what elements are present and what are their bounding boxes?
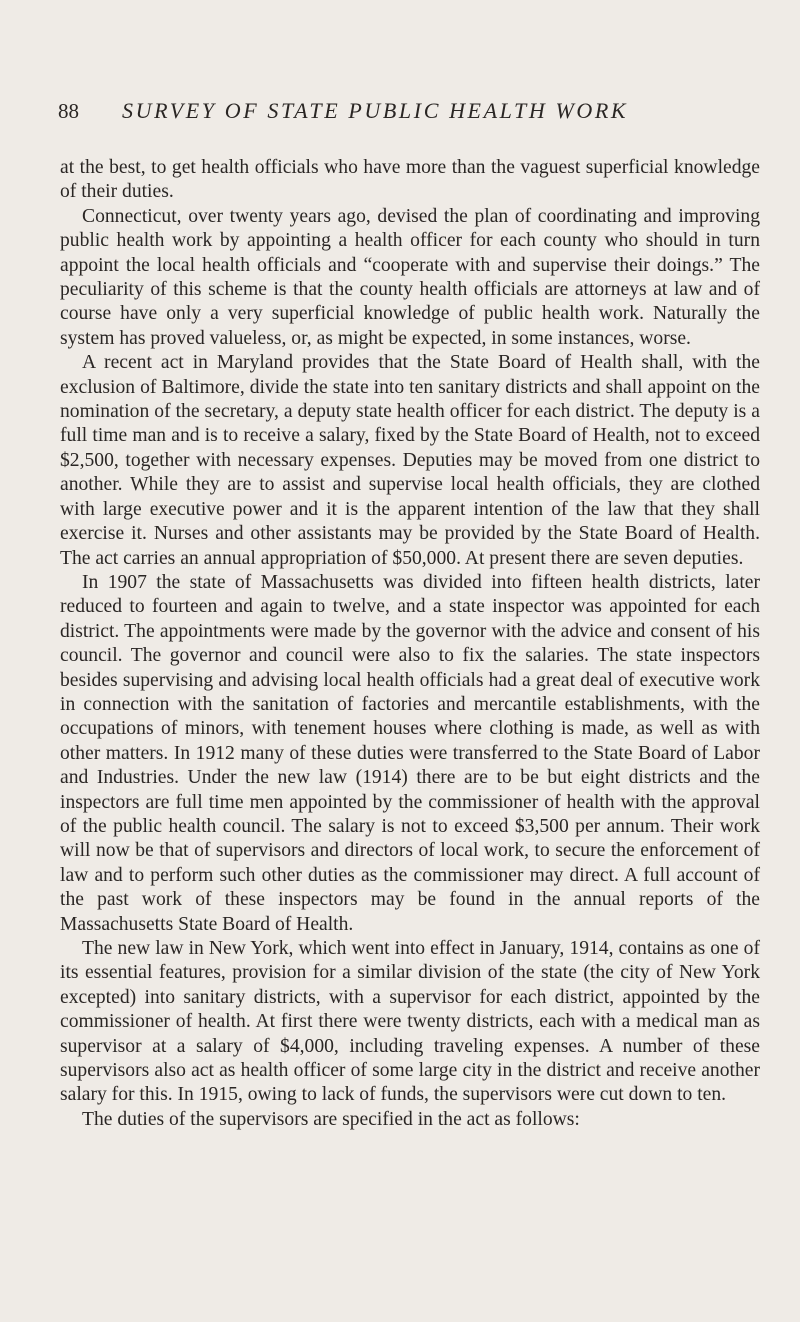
paragraph-connecticut: Connecticut, over twenty years ago, devised the plan of coordinating and improving public health work by appointing a health officer for each county who should in turn appoint the local health officials and “cooperate with and supervise their doings.” The peculiarity of this scheme is that the county health officials are attorneys at law and of course have only a very superficial knowledge of public health work. Naturally the system has proved valueless, or, as might be expected, in some instances, worse. <box>60 205 760 349</box>
running-head <box>60 98 760 138</box>
page-number: 88 <box>58 99 79 123</box>
paragraph-new-york: The new law in New York, which went into effect in January, 1914, contains as one of its essential features, provision for a similar division of the state (the city of New York excepted) into sanitary districts, with a supervisor for each district, appointed by the commissioner of health. At first there were twenty districts, each with a medical man as supervisor at a salary of $4,000, including traveling expenses. A number of these supervisors also act as health officer of some large city in the district and receive another salary for this. In 1915, owing to lack of funds, the supervisors were cut down to ten. <box>60 938 760 1106</box>
paragraph-massachusetts: In 1907 the state of Massachusetts was divided into fifteen health districts, later reduced to fourteen and again to twelve, and a state inspector was appointed for each district. The appointments were made by the governor with the advice and consent of his council. The governor and council were also to fix the salaries. The state inspectors besides supervising and advising local health officials had a great deal of executive work in connection with the sanitation of factories and mercantile establishments, with the occupations of minors, with tenement houses where clothing is made, as well as with other matters. In 1912 many of these duties were transferred to the State Board of Labor and Industries. Under the new law (1914) there are to be but eight districts and the inspectors are full time men appointed by the commissioner of health with the approval of the public health council. The salary is not to exceed $3,500 per annum. Their work will now be that of supervisors and directors of local work, to secure the enforcement of law and to perform such other duties as the commissioner may direct. A full account of the past work of these inspectors may be found in the annual reports of the Massachusetts State Board of Health. <box>60 571 760 935</box>
paragraph-duties: The duties of the supervisors are specified in the act as follows: <box>82 1108 580 1130</box>
body-text <box>60 156 760 1132</box>
paragraph-continued: at the best, to get health officials who have more than the vaguest superficial knowledge of their duties. <box>60 157 760 203</box>
paragraph-maryland: A recent act in Maryland provides that the State Board of Health shall, with the exclusion of Baltimore, divide the state into ten sanitary districts and shall appoint on the nomination of the secretary, a deputy state health officer for each district. The deputy is a full time man and is to receive a salary, fixed by the State Board of Health, not to exceed $2,500, together with necessary expenses. Deputies may be moved from one district to another. While they are to assist and supervise local health officials, they are clothed with large executive power and it is the apparent intention of the law that they shall exercise it. Nurses and other assistants may be provided by the State Board of Health. The act carries an annual appropriation of $50,000. At present there are seven deputies. <box>60 352 760 569</box>
running-title: SURVEY OF STATE PUBLIC HEALTH WORK <box>122 98 629 123</box>
